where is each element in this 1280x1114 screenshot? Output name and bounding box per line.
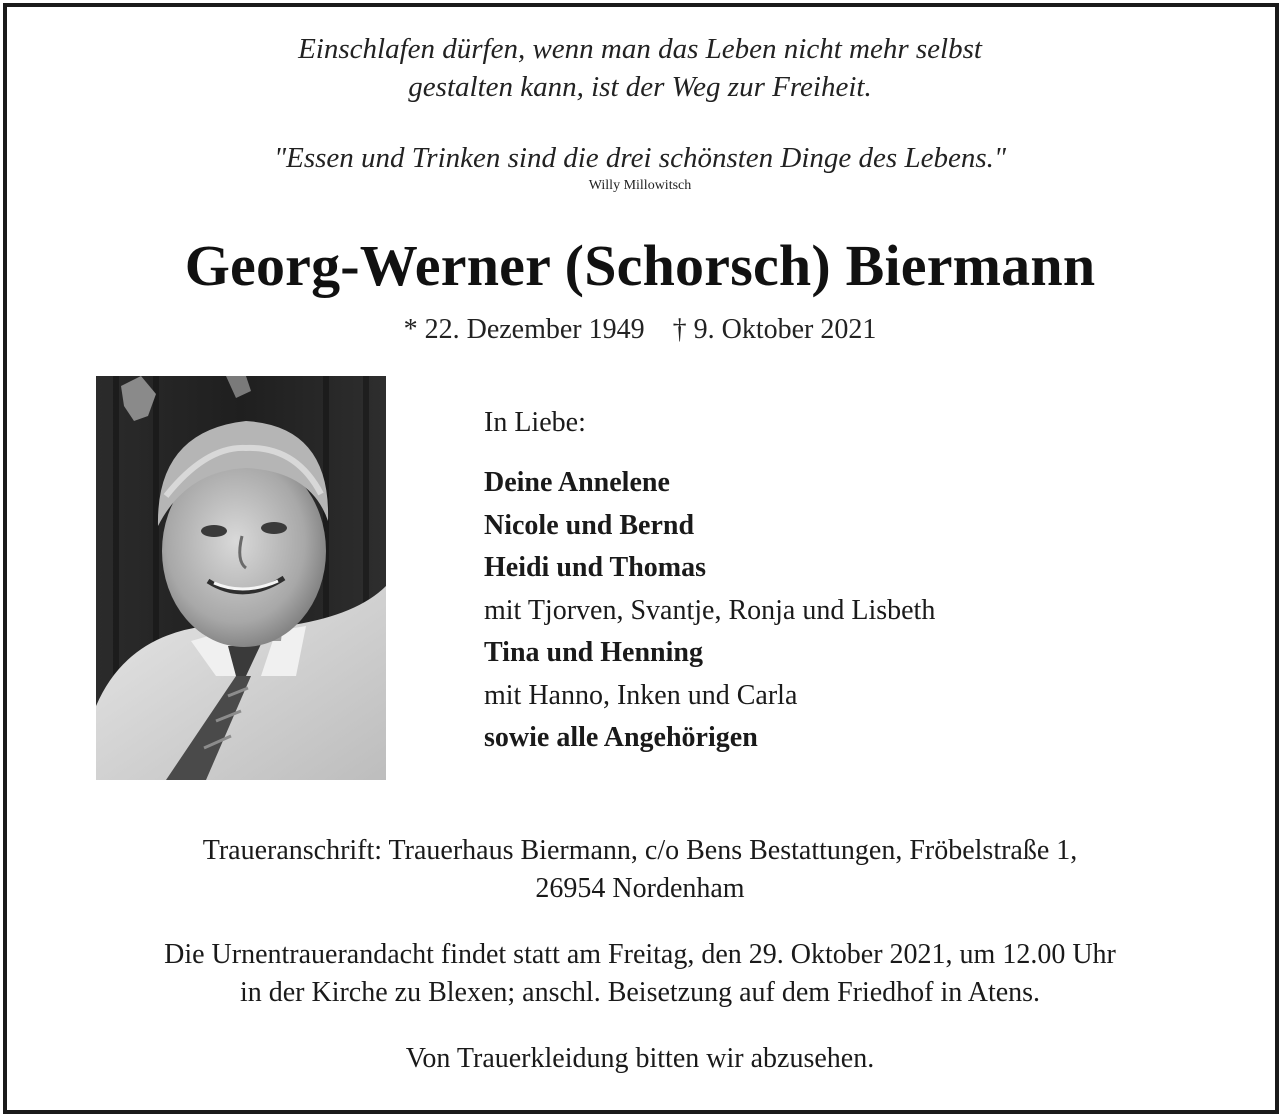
mourner-line: mit Hanno, Inken und Carla [484, 679, 798, 711]
mourner-line: Nicole und Bernd [484, 509, 695, 541]
life-dates: * 22. Dezember 1949 † 9. Oktober 2021 [403, 314, 877, 345]
address-line-1: Traueranschrift: Trauerhaus Biermann, c/o Bens Bestattungen, Fröbelstraße 1, [202, 835, 1078, 866]
mourners-block [484, 404, 1204, 760]
mourner-line: sowie alle Angehörigen [484, 722, 758, 753]
mourner-line: mit Tjorven, Svantje, Ronja und Lisbeth [484, 594, 936, 626]
quote-line-2: gestalten kann, ist der Weg zur Freiheit. [408, 71, 872, 103]
address-line-2: 26954 Nordenham [535, 873, 745, 904]
closing-note: Von Trauerkleidung bitten wir abzusehen. [405, 1043, 875, 1074]
mourners-intro: In Liebe: [484, 407, 586, 438]
quote-main [0, 30, 1280, 106]
quote-author: Willy Millowitsch [588, 178, 692, 193]
mourner-line: Deine Annelene [484, 467, 670, 498]
quote-line-1: Einschlafen dürfen, wenn man das Leben nicht mehr selbst [298, 33, 982, 65]
service-line-1: Die Urnentrauerandacht findet statt am Freitag, den 29. Oktober 2021, um 12.00 Uhr [164, 939, 1116, 970]
service-info [0, 936, 1280, 1012]
mourner-line: Tina und Henning [484, 637, 703, 668]
quote-secondary: "Essen und Trinken sind die drei schönsten Dinge des Lebens." [273, 142, 1007, 174]
portrait-photo [96, 376, 386, 780]
mourner-line: Heidi und Thomas [484, 552, 707, 583]
mourning-address [0, 832, 1280, 908]
service-line-2: in der Kirche zu Blexen; anschl. Beisetzung auf dem Friedhof in Atens. [239, 977, 1041, 1008]
deceased-name: Georg-Werner (Schorsch) Biermann [184, 233, 1096, 298]
